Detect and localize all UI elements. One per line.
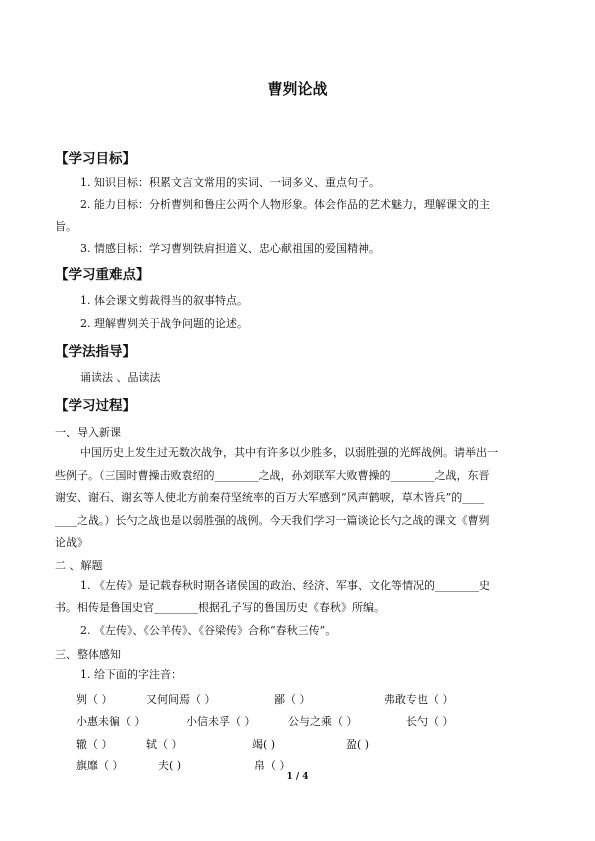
phonetic-item: 又何间焉（ ） xyxy=(146,693,216,706)
method-line: 诵读法 、品读法 xyxy=(80,371,161,384)
phonetic-item: 小惠未徧（ ） xyxy=(76,715,146,728)
goal-line-4: 3. 情感目标：学习曹刿铁肩担道义、忠心献祖国的爱国精神。 xyxy=(80,242,380,255)
page-number: 1 / 4 xyxy=(286,772,309,782)
phonetic-item: 盈( ) xyxy=(346,738,370,751)
goal-line-1: 1. 知识目标：积累文言文常用的实词、一词多义、重点句子。 xyxy=(80,176,380,189)
phonetic-item: 帛（ ） xyxy=(254,759,291,772)
method-heading: 【学法指导】 xyxy=(55,344,136,360)
overall-title: 三、整体感知 xyxy=(55,648,121,661)
explain-line-3: 2. 《左传》、《公羊传》、《谷梁传》合称“春秋三传”。 xyxy=(80,624,337,637)
intro-line-3: 谢安、谢石、谢玄等人使北方前秦苻坚统率的百万大军感到“风声鹤唳，草木皆兵”的____ xyxy=(55,491,485,504)
explain-line-2: 书。相传是鲁国史官________根据孔子写的鲁国历史《春秋》所编。 xyxy=(55,601,385,614)
intro-line-4: ____之战。）长勺之战也是以弱胜强的战例。今天我们学习一篇谈论长勺之战的课文《曹刿 xyxy=(55,514,490,527)
intro-title: 一、导入新课 xyxy=(55,426,121,439)
phonetic-item: 长勺（ ） xyxy=(406,715,454,728)
process-heading: 【学习过程】 xyxy=(55,398,136,414)
explain-title: 二 、解题 xyxy=(55,559,103,572)
phonetic-item: 公与之乘（ ） xyxy=(288,715,358,728)
phonetic-item: 鄙（ ） xyxy=(274,693,311,706)
difficulty-line-2: 2. 理解曹刿关于战争问题的论述。 xyxy=(80,317,248,330)
difficulty-heading: 【学习重难点】 xyxy=(55,267,150,283)
difficulty-line-1: 1. 体会课文剪裁得当的叙事特点。 xyxy=(80,294,248,307)
phonetic-item: 弗敢专也（ ） xyxy=(384,693,454,706)
goals-heading: 【学习目标】 xyxy=(55,151,136,167)
phonetic-item: 辙（ ） xyxy=(76,738,113,751)
intro-line-1: 中国历史上发生过无数次战争，其中有许多以少胜多，以弱胜强的光辉战例。请举出一 xyxy=(80,446,498,459)
phonetic-intro: 1. 给下面的字注音： xyxy=(80,668,182,681)
goal-line-3: 旨。 xyxy=(55,220,77,233)
phonetic-item: 旗靡（ ） xyxy=(76,759,124,772)
explain-line-1: 1. 《左传》是记载春秋时期各诸侯国的政治、经济、军事、文化等情况的________史 xyxy=(80,579,490,592)
goal-line-2: 2. 能力目标：分析曹刿和鲁庄公两个人物形象。体会作品的艺术魅力，理解课文的主 xyxy=(80,198,490,211)
phonetic-item: 竭( ) xyxy=(252,738,276,751)
phonetic-item: 刿（ ） xyxy=(76,693,113,706)
phonetic-item: 小信未孚（ ） xyxy=(186,715,256,728)
phonetic-item: 轼（ ） xyxy=(146,738,183,751)
phonetic-item: 夫( ) xyxy=(158,759,182,772)
intro-line-2: 些例子。（三国时曹操击败袁绍的________之战，孙刘联军大败曹操的________之战，东晋 xyxy=(55,469,490,482)
page-title: 曹刿论战 xyxy=(267,80,328,98)
intro-line-5: 论战》 xyxy=(55,536,88,549)
